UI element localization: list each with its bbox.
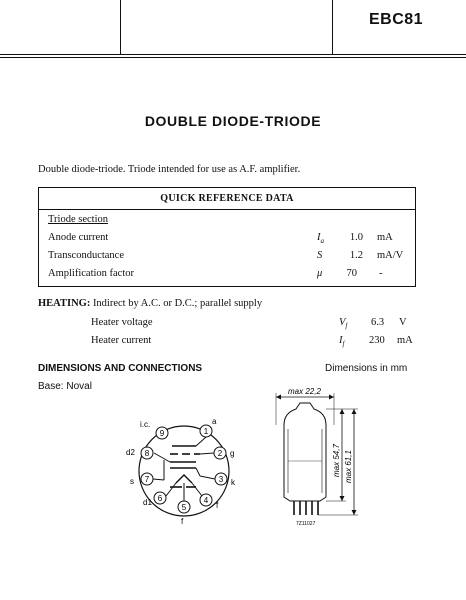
pin-6 [154,492,166,504]
qrd-row-unit: mA [377,232,393,243]
header-rule-top [0,54,466,55]
pin-connection-diagram [120,410,270,530]
qrd-row-value: 1.0 [349,232,363,243]
header-rule-bottom [0,57,466,58]
svg-text:9: 9 [159,429,165,438]
svg-text:7: 7 [144,475,150,484]
svg-text:4: 4 [203,496,209,505]
heating-label: HEATING: [38,298,91,309]
tube-outline-drawing [262,385,367,540]
heater-current-label: Heater current [91,335,152,346]
page-title: DOUBLE DIODE-TRIODE [144,113,322,129]
heater-voltage-unit: V [399,317,407,328]
heater-current-unit: mA [397,335,413,346]
heater-current-value: 230 [369,335,385,346]
dimensions-units-note: Dimensions in mm [325,363,408,374]
pin-2 [214,447,226,459]
qrd-row-unit: - [379,268,383,279]
electrode-symbols [153,437,215,501]
heating-text: Indirect by A.C. or D.C.; parallel supply [92,298,263,309]
quick-reference-heading: QUICK REFERENCE DATA [39,188,415,210]
svg-text:6: 6 [157,494,163,503]
heater-voltage-symbol: $V_f$ [339,317,348,331]
qrd-row-value: 70 [346,268,357,279]
qrd-row-label: Amplification factor [48,268,135,279]
qrd-row-value: 1.2 [349,250,363,261]
quick-reference-box [38,187,416,287]
heater-current-symbol: $I_f$ [339,335,345,349]
pin-9 [156,427,168,439]
pin-label-k: k [231,478,235,487]
pin-5 [178,501,190,513]
pin-1 [200,425,212,437]
triode-section-label: Triode section [48,214,108,225]
pin-label-f1: f [216,501,219,510]
dimensions-heading: DIMENSIONS AND CONNECTIONS [38,363,203,374]
max-seated-height-label: max 54,7 [332,444,341,477]
svg-text:3: 3 [218,475,224,484]
svg-text:1: 1 [203,427,209,436]
max-overall-height-label: max 61,1 [344,450,353,483]
drawing-code: 7Z11027 [296,521,316,527]
pin-label-s: s [130,477,134,486]
svg-text:5: 5 [181,503,187,512]
header-vertical-line-2 [332,0,333,55]
pin-8 [141,447,153,459]
header-vertical-line-1 [120,0,121,55]
heater-voltage-label: Heater voltage [91,317,153,328]
heater-voltage-value: 6.3 [371,317,385,328]
base-pins [294,501,318,515]
qrd-row-symbol: S [317,250,323,261]
svg-text:2: 2 [217,449,223,458]
base-type: Base: Noval [38,381,92,392]
pin-label-g: g [230,449,235,458]
intro-text: Double diode-triode. Triode intended for use as A.F. amplifier. [38,164,301,175]
pin-label-d2: d2 [126,448,135,457]
pin-label-ic: i.c. [140,420,151,429]
pin-7 [141,473,153,485]
qrd-row-label: Transconductance [48,250,125,261]
pin-label-a: a [212,417,217,426]
qrd-row-label: Anode current [48,232,109,243]
heating-line [38,298,262,309]
pin-label-f2: f [181,517,184,526]
pin-3 [215,473,227,485]
qrd-row-symbol: $I_a$ [317,232,324,246]
qrd-row-unit: mA/V [377,250,404,261]
qrd-row-symbol: μ [317,268,323,279]
tube-model: EBC81 [369,11,424,28]
svg-text:8: 8 [144,449,150,458]
max-width-label: max 22,2 [288,387,321,396]
pin-label-d1: d1 [143,498,152,507]
